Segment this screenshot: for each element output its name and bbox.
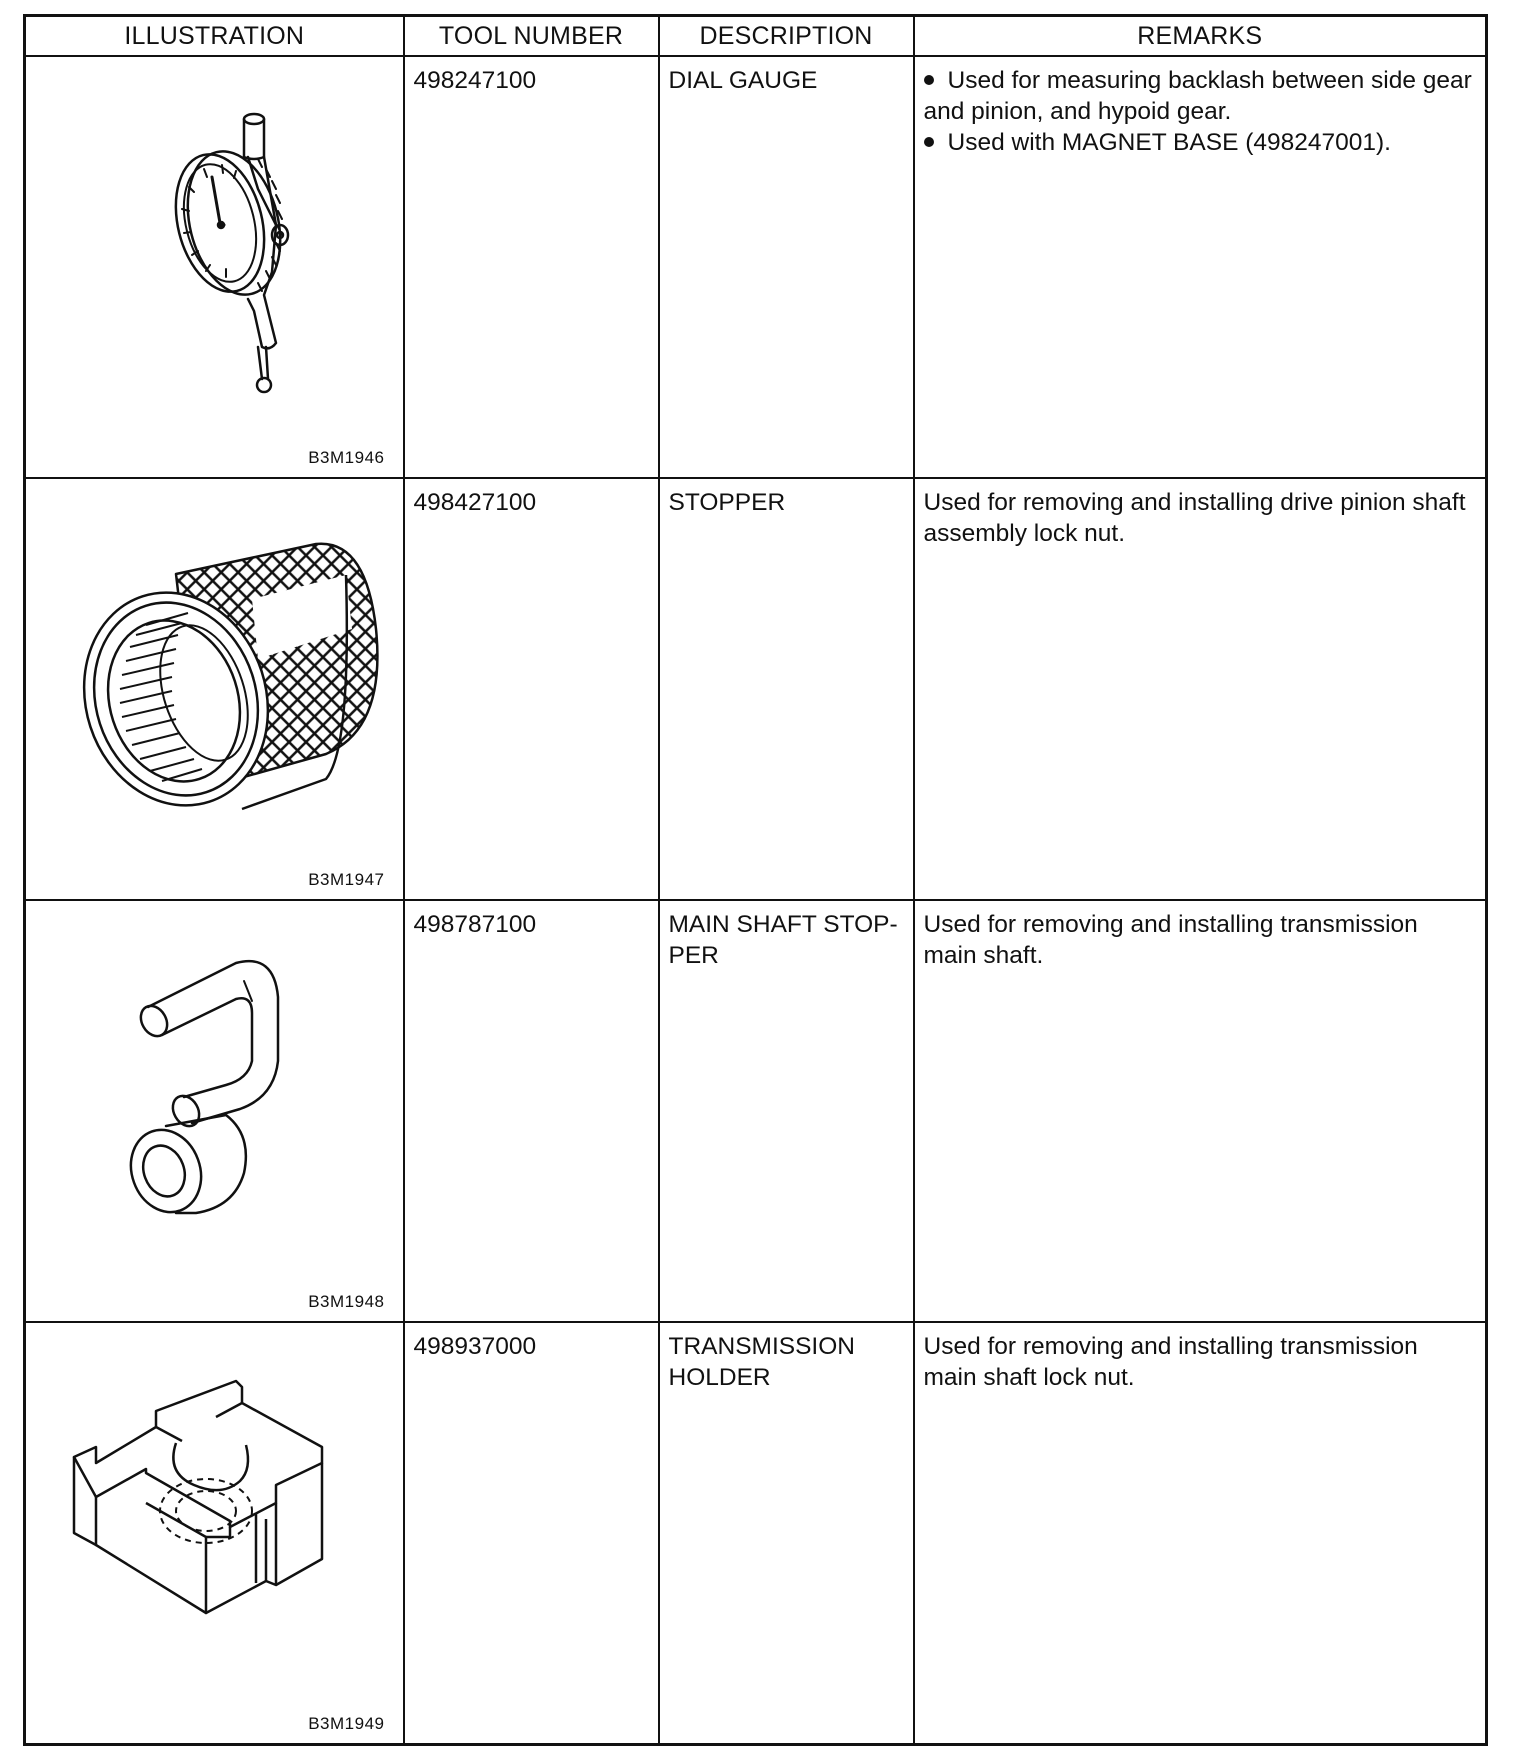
header-remarks: REMARKS: [914, 16, 1487, 57]
bullet-icon: [924, 137, 934, 147]
special-tools-table: [23, 14, 1488, 1746]
figure-code: B3M1948: [308, 1292, 385, 1311]
remark-item: Used for measuring backlash between side gear and pinion, and hypoid gear.: [923, 67, 1472, 125]
remarks-cell: Used for removing and installing transmission main shaft lock nut.: [914, 1322, 1487, 1745]
remarks-cell: Used for removing and installing transmission main shaft.: [914, 900, 1487, 1322]
description-cell: STOPPER: [659, 478, 914, 900]
remarks-cell: Used for removing and installing drive pinion shaft assembly lock nut.: [914, 478, 1487, 900]
remarks-cell: [914, 56, 1487, 478]
description-cell: DIAL GAUGE: [659, 56, 914, 478]
illustration-cell: [25, 1322, 404, 1745]
illustration-cell: [25, 900, 404, 1322]
figure-code: B3M1949: [308, 1714, 385, 1733]
tool-number-cell: 498427100: [404, 478, 659, 900]
stopper-icon: [26, 479, 402, 883]
tool-number-cell: 498787100: [404, 900, 659, 1322]
table-row: [25, 900, 1487, 1322]
transmission-holder-icon: [26, 1323, 402, 1727]
table-row: [25, 56, 1487, 478]
figure-code: B3M1947: [308, 870, 385, 889]
header-description: DESCRIPTION: [659, 16, 914, 57]
tool-number-cell: 498247100: [404, 56, 659, 478]
header-illustration: ILLUSTRATION: [25, 16, 404, 57]
description-cell: MAIN SHAFT STOP-PER: [659, 900, 914, 1322]
tool-number-cell: 498937000: [404, 1322, 659, 1745]
figure-code: B3M1946: [308, 448, 385, 467]
main-shaft-stopper-icon: [26, 901, 402, 1305]
remark-item: Used with MAGNET BASE (498247001).: [924, 127, 1477, 158]
illustration-cell: [25, 478, 404, 900]
table-row: [25, 478, 1487, 900]
remarks-list: [924, 65, 1477, 158]
illustration-cell: [25, 56, 404, 478]
dial-gauge-icon: [26, 57, 402, 461]
header-row: [25, 16, 1487, 57]
header-tool-number: TOOL NUMBER: [404, 16, 659, 57]
bullet-icon: [924, 75, 934, 85]
description-cell: TRANSMISSION HOLDER: [659, 1322, 914, 1745]
table-row: [25, 1322, 1487, 1745]
